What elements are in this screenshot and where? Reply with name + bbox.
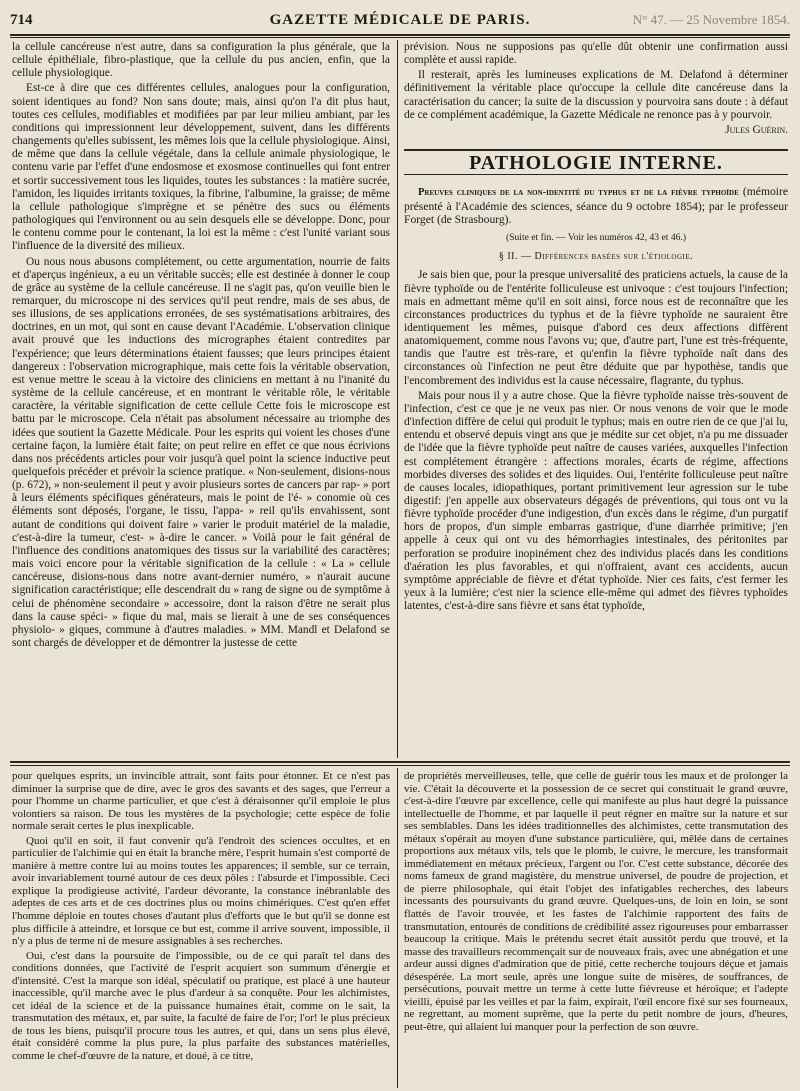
upper-left-column — [12, 41, 390, 757]
upper-right-column — [404, 41, 788, 757]
lower-left-column — [12, 770, 390, 1088]
paragraph: Il resterait, après les lumineuses explications de M. Delafond à déterminer définitivement la véritable place qu'occupe la cellule dite cancéreuse dans la caractérisation du cancer; la suite de la discussion y pourvoira sans doute : à défaut de ce complément académique, la Gazette Médicale ne renonce pas à y pourvoir. — [404, 69, 788, 121]
page-number: 714 — [10, 12, 33, 28]
paragraph: la cellule cancéreuse n'est autre, dans sa configuration la plus générale, que la cellule épithéliale, fibro-plastique, que la cellule du pus ancien, enfin, que la cellule physiologique. — [12, 41, 390, 80]
article-title — [404, 185, 788, 227]
lower-column-divider — [397, 768, 398, 1088]
page-header — [10, 6, 790, 36]
paragraph: Mais pour nous il y a autre chose. Que la fièvre typhoïde naisse très-souvent de l'infection, c'est ce que je ne veux pas nier. Or nous venons de voir que le mode d'infection diffère de celui qui produit le typhus; mais en outre rien de ce que j'ai lu, entendu et observé depuis vingt ans que je médite sur cet objet, n'a pu me dissuader de l'idée que la fièvre typhoïde peut naître de causes variées, auxquelles l'infection est complétement étrangère : affections morales, écarts de régime, affections morbides diverses des solides et des liquides. Oui, l'entérite folliculeuse peut naître de causes locales, idiopathiques, portant primitivement leur agression sur le tube digestif: j'en appelle aux observateurs dégagés de préventions, qui tous ont vu la fièvre typhoïde procéder d'une indigestion, d'un excès dans le régime, d'un purgatif hors de propos, d'un simple embarras gastrique, d'une diarrhée primitive; j'en appelle à ceux qui ont vu des hémorrhagies intestinales, des péritonites par perforation se produire inopinément chez des individus placés dans les conditions d'aération les plus favorables, et qui n'offraient, avant ces accidents, aucun symptôme appréciable de fièvre et d'état typhoïde. Nier ces faits, c'est fermer les yeux à la lumière; c'est nier la science elle-même qui admet des fièvres typhoïdes latentes, c'est-à-dire sans fièvre et sans état typhoïde, — [404, 389, 788, 613]
paragraph: pour quelques esprits, un invincible attrait, sont faits pour étonner. Et ce n'est pas diminuer la surprise que de dire, avec le gros des savants et des sages, que l'erreur a pour l'homme un charme particulier, et que c'est à déraisonner qu'il emploie le plus volontiers sa raison. De tous les mystères de la psychologie; cette espèce de folie normale serait certes le plus inexplicable. — [12, 770, 390, 833]
column-divider — [397, 40, 398, 758]
article-title-rest: (mémoire présenté à l'Académie des sciences, séance du 9 octobre 1854); par le professeur Forget (de Strasbourg). — [404, 185, 788, 227]
article-title-caps: Preuves cliniques de la non-identité du typhus et de la fièvre typhoïde — [418, 187, 739, 199]
paragraph: de propriétés merveilleuses, telle, que celle de guérir tous les maux et de prolonger la vie. C'était la découverte et la possession de ce secret qui constituait le grand œuvre, c'est-à-dire l'œuvre par excellence, celle qui manifeste au plus haut degré la puissance intellectuelle de l'homme, et par laquelle il peut régner en maître sur la nature et sur ses semblables. Dans les idées traditionnelles des alchimistes, cette transmutation des métaux s'opérait au moyen d'une substance particulière, qui, mêlée dans de certaines proportions aux métaux vils, tels que le plomb, le cuivre, le mercure, les transformait immédiatement en métaux précieux, l'argent ou l'or. C'est cette substance, décorée des noms fameux de grand magistère, du menstrue universel, de poudre de projection, et de pierre philosophale, qui était l'objet des infatigables recherches, des labeurs incessants des poursuivants du grand œuvre. Quelques-uns, de loin en loin, se sont flattés de l'avoir trouvée, et les fastes de l'alchimie rapportent des faits de transmutation, entourés de conditions de crédibilité assez rigoureuses pour embarrasser beaucoup la critique. Mais le prétendu secret était aussitôt perdu que trouvé, et la masse des travailleurs recommençait sur de nouveaux frais, avec une abnégation et une ardeur aussi dignes d'admiration que de pitié, cette recherche toujours déçue et jamais désespérée. La mort seule, après une longue suite de misères, de souffrances, de persécutions, pouvait mettre un terme à cette lutte fiévreuse et héroïque; et l'adepte vieilli, épuisé par les veilles et par la faim, expirait, l'œil encore fixé sur ses fourneaux, ne regrettant, au moment suprême, que la perte du petit nombre de jours, d'heures, peut-être, qui allaient lui manquer pour la perfection de son œuvre. — [404, 770, 788, 1033]
feuilleton-rule — [10, 761, 790, 763]
journal-title: GAZETTE MÉDICALE DE PARIS. — [269, 12, 531, 28]
section-title: PATHOLOGIE INTERNE. — [404, 149, 788, 175]
paragraph: Est-ce à dire que ces différentes cellules, analogues pour la configuration, soient identiques au fond? Non sans doute; mais, ainsi qu'on l'a dit plus haut, toutes ces cellules, modifiables et modifiées par par leur milieu ambiant, par les conditions qui impressionnent leur développement, suivent, dans les différents changements qu'elles subissent, les mêmes lois que la cellule physiologique. Ainsi, de même que dans la cellule végétale, dans la cellule animale physiologique, le contenu varie par l'effet d'une endosmose et exosmose continuelles qui font entrer et sortir successivement tous les liquides, toutes les substances : la matière sucrée, l'amidon, les liquides irritants toxiques, la fibrine, l'albumine, la graisse; de même la cellule pathologique s'imprègne et se pénètre des sucs ou éléments pathologiques qui l'environnent ou au sein desquels elle se développe. Donc, pour le contenu comme pour le contenant, la loi est la même : c'est l'unité variant sous l'influence de la diversité des milieux. — [12, 82, 390, 253]
header-rule — [10, 37, 790, 38]
feuilleton-rule-thin — [10, 765, 790, 766]
subsection-heading: § II. — Différences basées sur l'étiologie. — [498, 251, 694, 263]
paragraph: Ou nous nous abusons complétement, ou cette argumentation, nourrie de faits et d'aperçus ingénieux, a eu un véritable succès; elle est destinée à donner le coup de grâce au système de la cellule cancéreuse. Il ne s'agit pas, qu'on veuille bien le remarquer, du microscope ni des services qu'il peut rendre, mais de ses abus, de ses illusions, de ses applications erronées, de ses systématisations arbitraires, des doctrines, en un mot, qui sont en cause devant l'Académie. L'observation clinique avait prouvé que les inductions des micrographes étaient contredites par l'expérience; que leurs déterminations étaient fausses; que leurs principes étaient dangereux : l'observation micrographique, mais cette fois la véritable observation, est venue mettre le sceau à la victoire des cliniciens en mettant à nu l'inanité du système de la cellule cancéreuse, et en montrant le véritable rôle, le véritable caractère, la véritable signification de cette cellule Cette fois le microscope est battu par le microscope. Cela n'était pas absolument nécessaire au triomphe des idées que soutient la Gazette Médicale. Pour les esprits qui voient les choses d'une certaine façon, la lumière était faite; on peut relire en effet ce que nous écrivions dans nos précédents articles pour voir jusqu'à quel point la science inductive peut quelquefois précéder et prévoir la science pratique. « Non-seulement, disions-nous (p. 672), » non-seulement il peut y avoir plusieurs sortes de cancers par rap- » port à leurs éléments spécifiques générateurs, mais le point de l'é- » conomie où ces éléments sont déposés, l'organe, le tissu, l'appa- » reil qu'ils envahissent, sont autant de conditions qui doivent faire » varier le produit matériel de la maladie, c'est-à-dire la tumeur, c'est- » à-dire le cancer. » Voilà pour le fait général de l'influence des conditions anatomiques des tissus sur la variabilité des caractères; mais voici encore pour la véritable signification de la cellule : « La » cellule cancéreuse, disions-nous dans notre avant-dernier numéro, » n'aurait aucune signification caractéristique; elle descendrait du » rang de signe ou de symptôme à celui de phénomène secondaire » accessoire, dont la raison d'être ne serait plus dans la cause spéci- » fique du mal, mais se lierait à une de ses conséquences physiolo- » giques, commune à d'autres maladies. » MM. Mandl et Delafond se sont chargés de développer et de démontrer la justesse de cette — [12, 255, 390, 650]
paragraph: Oui, c'est dans la poursuite de l'impossible, ou de ce qui paraît tel dans des conditions données, que l'activité de l'esprit acquiert son summum d'énergie et d'intensité. C'est la marque son idéal, spéculatif ou pratique, est placé à une hauteur inaccessible, qu'il marche avec le plus d'ardeur à sa conquête. Pour les alchimistes, cet idéal de la science et de la puissance humaines était, comme on le sait, la transmutation des métaux, et, par suite, la faculté de faire de l'or; l'or! le plus précieux de tous les biens, puisqu'il procure tous les autres, et qui, dans un sens plus élevé, était considéré comme la plus pure, la plus parfaite des substances matérielles, comme le chef-d'œuvre de la nature, et doué, à ce titre, — [12, 949, 390, 1063]
paragraph: Quoi qu'il en soit, il faut convenir qu'à l'endroit des sciences occultes, et en particulier de l'alchimie qui en était la branche mère, l'esprit humain s'est comporté de manière à mettre contre lui au moins toutes les apparences; il semble, sur ce terrain, avoir invariablement tourné autour de ces deux pôles : l'absurde et l'impossible. Ceci explique la prodigieuse activité, l'ardeur dévorante, la constance inébranlable des adeptes de ces arts et de ces doctrines plus ou moins chimériques. C'est qu'en effet l'homme déploie en toutes choses d'autant plus d'efforts que le but qu'il se donne est plus difficile à atteindre, et lorsque ce but est, comme il arrive souvent, impossible, il n'y a plus de terme ni de mesure assignables à ses recherches. — [12, 834, 390, 948]
continuation-note: (Suite et fin. — Voir les numéros 42, 43 et 46.) — [505, 232, 687, 244]
lower-right-column — [404, 770, 788, 1088]
issue-date: N° 47. — 25 Novembre 1854. — [632, 12, 790, 27]
author-signature: Jules Guérin. — [725, 123, 788, 136]
paragraph: Je sais bien que, pour la presque universalité des praticiens actuels, la cause de la fièvre typhoïde ou de l'entérite folliculeuse est univoque : c'est toujours l'infection; mais en admettant même qu'il en soit ainsi, force nous est de reconnaître que les circonstances productrices du typhus et de la fièvre typhoïde ne sauraient être identiquement les mêmes, puisque d'abord ces deux affections diffèrent anatomiquement, comme nous l'avons vu; que, d'autre part, l'une est très-fréquente, tandis que l'autre est très-rare, et qu'enfin la fièvre typhoïde naît dans des circonstances où l'infection ne peut être déduite que par hypothèse, tandis que l'encombrement des individus est la cause nécessaire, flagrante, du typhus. — [404, 269, 788, 387]
paragraph: prévision. Nous ne supposions pas qu'elle dût obtenir une confirmation aussi complète et aussi rapide. — [404, 41, 788, 67]
